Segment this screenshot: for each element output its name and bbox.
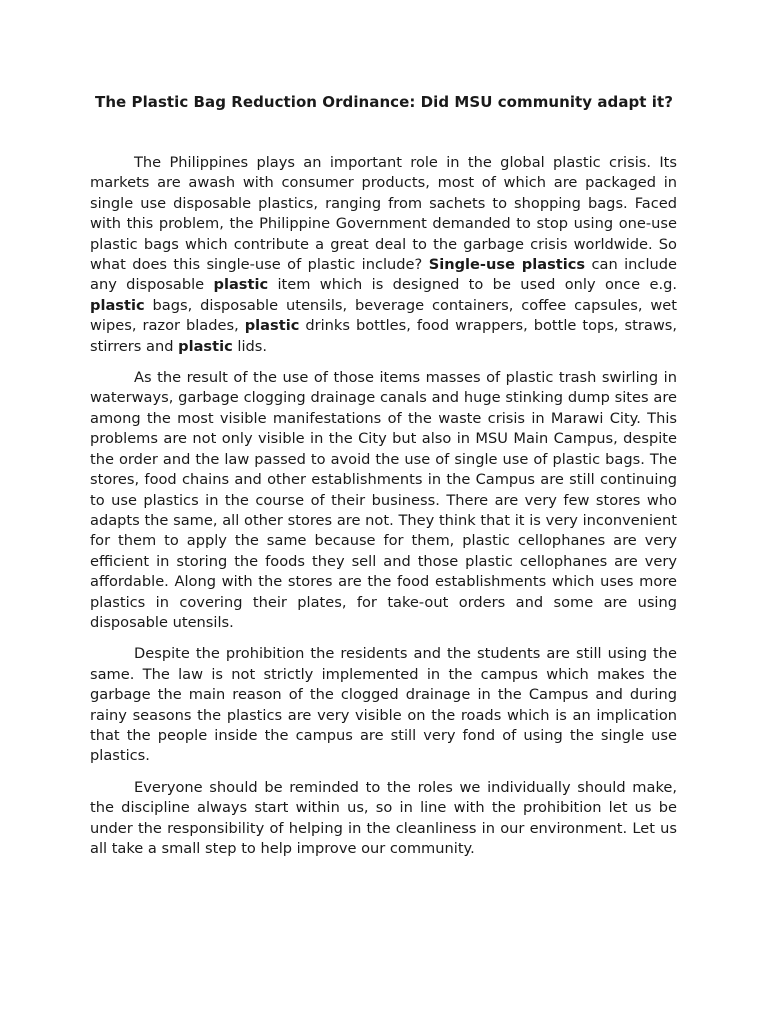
body-paragraph (90, 368, 677, 633)
bold-keyword: plastic (178, 337, 233, 355)
paragraph-text: Despite the prohibition the residents and the students are still using the same. The law is not strictly implemented in the campus which makes the garbage the main reason of the clogged drainage in the Campus and during rainy seasons the plastics are very visible on the roads which is an implication that the people inside the campus are still very fond of using the single use plastics. (90, 645, 677, 765)
paragraph-text: The Philippines plays an important role in the global plastic crisis. Its markets are awash with consumer products, most of which are packaged in single use disposable plastics, ranging from sachets to shopping bags. Faced with this problem, the Philippine Government demanded to stop using one-use plastic bags which contribute a great deal to the garbage crisis worldwide. So what does this single-use of plastic include? (90, 154, 677, 274)
bold-keyword: Single-use plastics (428, 256, 586, 274)
paragraph-text: Everyone should be reminded to the roles we individually should make, the discipline always start within us, so in line with the prohibition let us be under the responsibility of helping in the cleanliness in our environment. Let us all take a small step to help improve our community. (90, 778, 677, 857)
document-title: The Plastic Bag Reduction Ordinance: Did MSU community adapt it? (95, 93, 673, 111)
paragraph-text: drinks bottles, food wrappers, bottle tops, straws, stirrers and (90, 317, 677, 355)
paragraph-text: bags, disposable utensils, beverage containers, coffee capsules, wet wipes, razor blades, (90, 296, 677, 335)
body-paragraph (90, 644, 677, 766)
bold-keyword: plastic (90, 296, 145, 314)
paragraph-text: lids. (232, 337, 268, 355)
paragraph-text: can include any disposable (90, 256, 677, 294)
body-paragraph (90, 778, 677, 860)
bold-keyword: plastic (213, 276, 269, 294)
paragraph-text: As the result of the use of those items masses of plastic trash swirling in waterways, garbage clogging drainage canals and huge stinking dump sites are among the most visible manifestations of the waste crisis in Marawi City. This problems are not only visible in the City but also in MSU Main Campus, despite the order and the law passed to avoid the use of single use of plastic bags. The stores, food chains and other establishments in the Campus are still continuing to use plastics in the course of their business. There are very few stores who adapts the same, all other stores are not. They think that it is very inconvenient for them to apply the same because for them, plastic cellophanes are very efficient in storing the foods they sell and those plastic cellophanes are very affordable. Along with the stores are the food establishments which uses more plastics in covering their plates, for take-out orders and some are using disposable utensils. (90, 369, 677, 631)
bold-keyword: plastic (244, 317, 300, 335)
paragraph-text: item which is designed to be used only once e.g. (268, 276, 677, 294)
body-paragraph (90, 153, 677, 357)
document-body (90, 153, 677, 870)
